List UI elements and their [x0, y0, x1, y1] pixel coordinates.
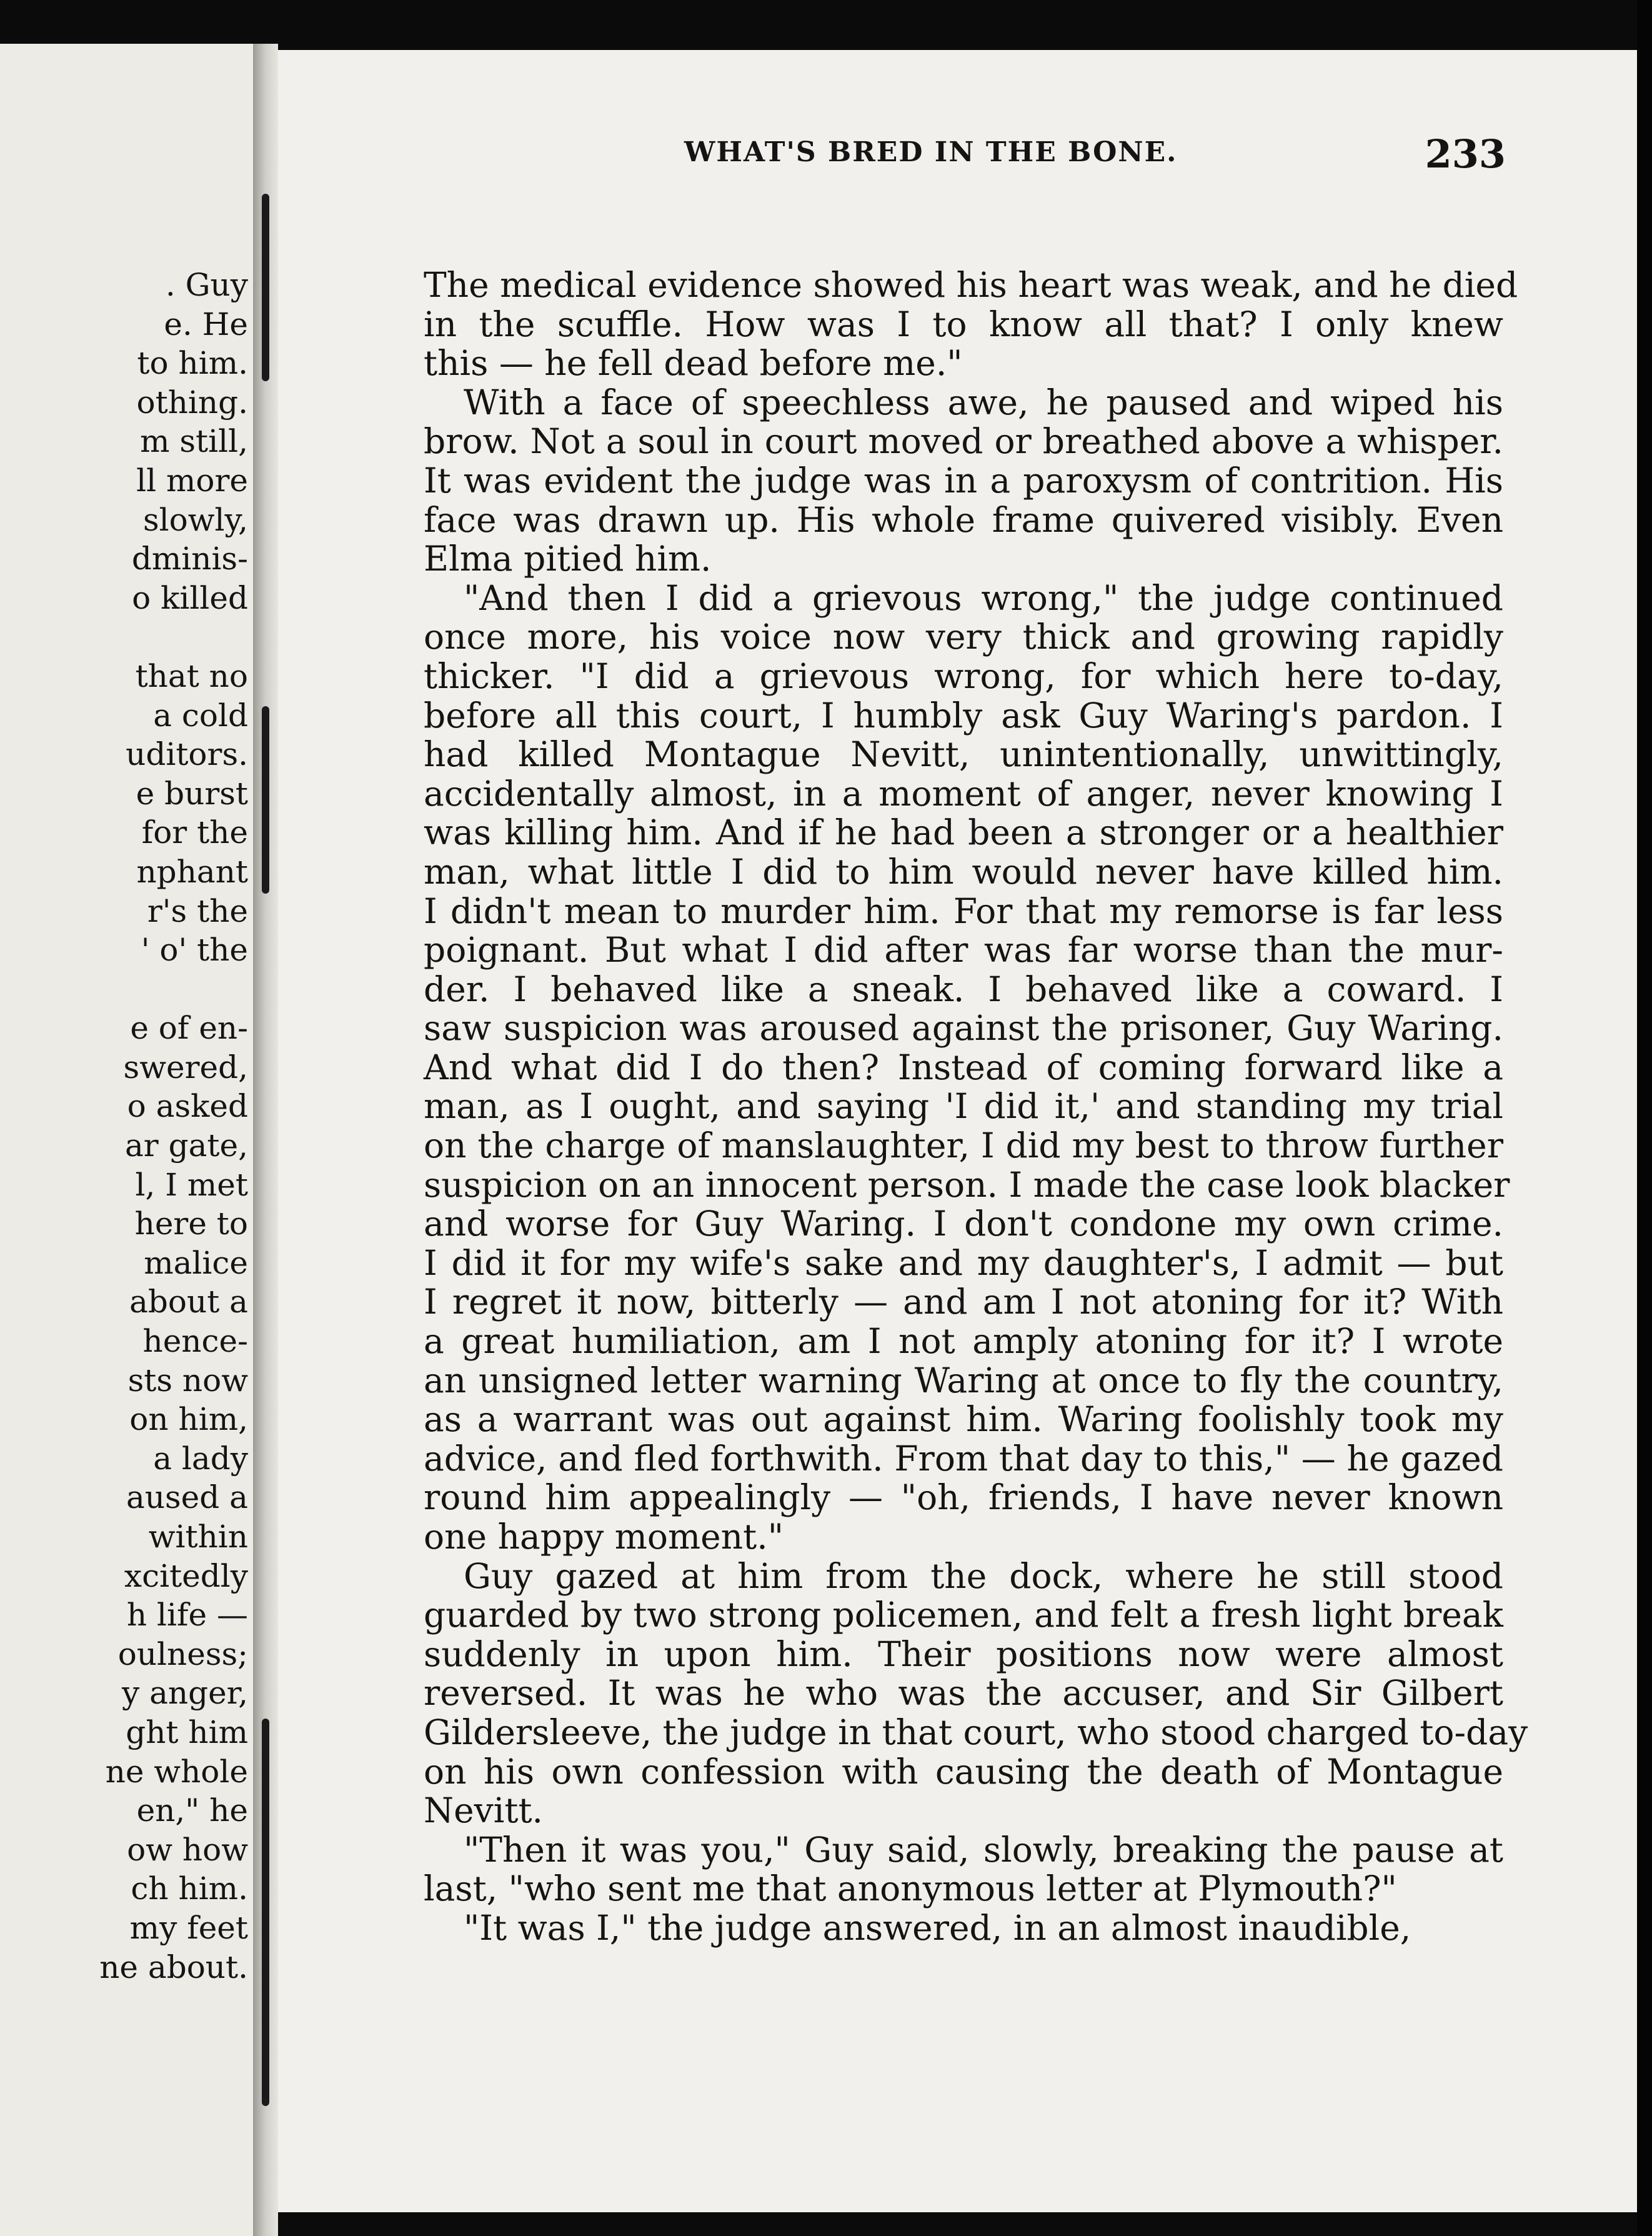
- book-gutter: [253, 44, 278, 2236]
- previous-page-text: [99, 266, 248, 1987]
- text-line: was killing him. And if he had been a stronger or a healthier: [424, 812, 1503, 853]
- previous-page-line: xcitedly: [124, 1557, 248, 1594]
- text-line: an unsigned letter warning Waring at once to fly the country,: [424, 1360, 1503, 1400]
- page-number: 233: [1425, 131, 1506, 177]
- text-line: once more, his voice now very thick and growing rapidly: [424, 617, 1503, 657]
- previous-page-line: aused a: [126, 1479, 248, 1516]
- text-line: I regret it now, bitterly — and am I not atoning for it? With: [424, 1282, 1503, 1322]
- previous-page-line: swered,: [123, 1049, 248, 1086]
- binding-thread-bottom: [262, 1719, 269, 2106]
- text-line: suddenly in upon him. Their positions now were almost: [424, 1634, 1503, 1674]
- text-line: Guy gazed at him from the dock, where he still stood: [464, 1555, 1503, 1596]
- previous-page-line: ne about.: [99, 1949, 248, 1985]
- text-line: and worse for Guy Waring. I don't condone my own crime.: [424, 1204, 1503, 1244]
- body-text: [424, 265, 1528, 1948]
- text-line: saw suspicion was aroused against the prisoner, Guy Waring.: [424, 1008, 1503, 1049]
- text-line: this — he fell dead before me.": [424, 343, 963, 384]
- text-line: The medical evidence showed his heart was weak, and he died: [424, 265, 1518, 305]
- text-line: one happy moment.": [424, 1517, 784, 1557]
- previous-page-line: slowly,: [142, 501, 248, 538]
- previous-page-line: a cold: [153, 697, 248, 734]
- text-line: advice, and fled forthwith. From that day to this," — he gazed: [424, 1438, 1503, 1479]
- previous-page-line: here to: [134, 1205, 248, 1242]
- text-line: With a face of speechless awe, he paused and wiped his: [464, 382, 1503, 422]
- previous-page-line: ' o' the: [141, 932, 248, 969]
- text-line: in the scuffle. How was I to know all that? I only knew: [424, 304, 1503, 344]
- binding-thread-middle: [262, 706, 269, 894]
- previous-page-fragment: [0, 44, 253, 2236]
- previous-page-line: malice: [144, 1244, 248, 1281]
- previous-page-line: h life —: [126, 1597, 248, 1634]
- previous-page-line: [99, 617, 248, 657]
- text-line: suspicion on an innocent person. I made the case look blacker: [424, 1164, 1510, 1205]
- previous-page-line: on him,: [129, 1401, 248, 1438]
- text-line: guarded by two strong policemen, and felt a fresh light break: [424, 1595, 1503, 1635]
- text-line: as a warrant was out against him. Waring foolishly took my: [424, 1399, 1503, 1440]
- previous-page-line: r's the: [147, 892, 248, 929]
- text-line: on the charge of manslaughter, I did my best to throw further: [424, 1125, 1503, 1166]
- previous-page-line: en," he: [136, 1792, 248, 1829]
- scan-border: [1637, 0, 1652, 2236]
- previous-page-line: my feet: [129, 1909, 248, 1946]
- text-line: before all this court, I humbly ask Guy Waring's pardon. I: [424, 695, 1503, 736]
- text-line: round him appealingly — "oh, friends, I have never known: [424, 1477, 1503, 1518]
- running-head-title: WHAT'S BRED IN THE BONE.: [684, 136, 1178, 168]
- text-line: It was evident the judge was in a paroxysm of contrition. His: [424, 460, 1503, 501]
- text-line: Nevitt.: [424, 1790, 544, 1831]
- previous-page-line: ll more: [136, 462, 248, 499]
- previous-page-line: a lady: [153, 1440, 248, 1477]
- text-line: "And then I did a grievous wrong," the judge continued: [464, 577, 1503, 618]
- previous-page-line: ar gate,: [125, 1127, 248, 1164]
- text-line: "It was I," the judge answered, in an almost inaudible,: [464, 1907, 1411, 1948]
- previous-page-line: e of en-: [130, 1010, 248, 1047]
- text-line: Gildersleeve, the judge in that court, who stood charged to-day: [424, 1712, 1528, 1752]
- previous-page-line: l, I met: [135, 1166, 248, 1203]
- previous-page-line: e. He: [164, 306, 248, 342]
- text-line: last, "who sent me that anonymous letter at Plymouth?": [424, 1869, 1397, 1909]
- text-line: accidentally almost, in a moment of anger, never knowing I: [424, 773, 1503, 814]
- previous-page-line: that no: [135, 657, 248, 694]
- previous-page-line: ne whole: [105, 1753, 248, 1790]
- previous-page-line: oulness;: [117, 1635, 248, 1672]
- previous-page-line: e burst: [136, 775, 248, 812]
- previous-page-line: to him.: [137, 345, 248, 382]
- previous-page-line: for the: [141, 814, 248, 851]
- text-line: thicker. "I did a grievous wrong, for which here to-day,: [424, 656, 1503, 696]
- text-line: reversed. It was he who was the accuser, and Sir Gilbert: [424, 1673, 1503, 1714]
- text-line: I did it for my wife's sake and my daughter's, I admit — but: [424, 1242, 1503, 1283]
- text-line: man, what little I did to him would never have killed him.: [424, 851, 1503, 892]
- previous-page-line: [99, 970, 248, 1009]
- text-line: on his own confession with causing the death of Montague: [424, 1751, 1503, 1792]
- text-line: brow. Not a soul in court moved or breathed above a whisper.: [424, 421, 1503, 462]
- text-line: poignant. But what I did after was far worse than the mur-: [424, 930, 1503, 971]
- previous-page-line: hence-: [142, 1323, 248, 1360]
- previous-page-line: ght him: [126, 1714, 248, 1750]
- previous-page-line: o asked: [127, 1088, 248, 1125]
- text-line: man, as I ought, and saying 'I did it,' and standing my trial: [424, 1086, 1503, 1127]
- previous-page-line: . Guy: [165, 267, 248, 303]
- binding-thread-top: [262, 194, 269, 381]
- previous-page-line: o killed: [132, 579, 248, 616]
- text-line: a great humiliation, am I not amply atoning for it? I wrote: [424, 1321, 1503, 1362]
- previous-page-line: ow how: [127, 1831, 248, 1868]
- text-line: And what did I do then? Instead of coming forward like a: [424, 1047, 1503, 1087]
- previous-page-line: nphant: [136, 853, 248, 890]
- text-line: had killed Montague Nevitt, unintentionally, unwittingly,: [424, 734, 1503, 775]
- previous-page-line: uditors.: [126, 736, 248, 773]
- previous-page-line: sts now: [127, 1362, 248, 1399]
- previous-page-line: y anger,: [121, 1675, 248, 1712]
- text-line: face was drawn up. His whole frame quivered visibly. Even: [424, 499, 1503, 540]
- text-line: Elma pitied him.: [424, 539, 712, 579]
- previous-page-line: dminis-: [131, 541, 248, 577]
- previous-page-line: m still,: [140, 423, 248, 460]
- running-head: [409, 131, 1506, 181]
- previous-page-line: within: [148, 1519, 248, 1555]
- previous-page-line: othing.: [136, 384, 248, 421]
- text-line: der. I behaved like a sneak. I behaved like a coward. I: [424, 969, 1503, 1009]
- previous-page-line: ch him.: [131, 1870, 248, 1907]
- text-line: "Then it was you," Guy said, slowly, breaking the pause at: [464, 1829, 1503, 1870]
- previous-page-line: about a: [129, 1284, 248, 1320]
- text-line: I didn't mean to murder him. For that my remorse is far less: [424, 891, 1503, 931]
